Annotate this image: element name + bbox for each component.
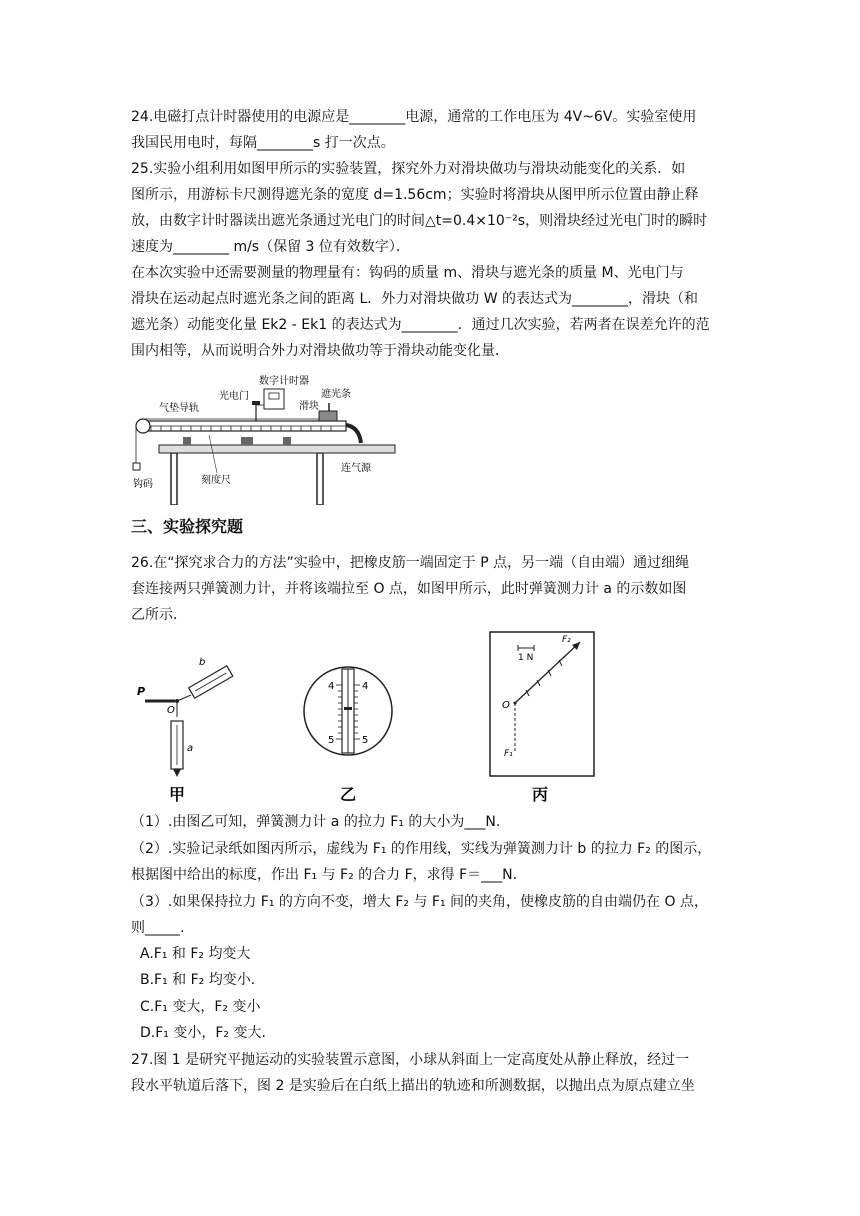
label-slider: 滑块 [299, 401, 319, 412]
q25-line-4: 速度为________ m/s（保留 3 位有效数字）． [131, 239, 410, 255]
q26-part-3-line-1: （3）.如果保持拉力 F₁ 的方向不变，增大 F₂ 与 F₁ 间的夹角，使橡皮筋的自由端仍在 O 点， [131, 894, 708, 910]
scale-unit-label: 1 N [518, 653, 534, 663]
section-heading: 三、实验探究题 [131, 517, 244, 536]
tick-label-5-left: 5 [328, 735, 335, 746]
hanging-weight [133, 463, 140, 470]
q24-line-2: 我国民用电时，每隔________s 打一次点。 [131, 135, 395, 151]
label-F1: F₁ [504, 749, 513, 759]
q26-part-2-line-1: （2）.实验记录纸如图丙所示，虚线为 F₁ 的作用线，实线为弹簧测力计 b 的拉力 F₂ 的图示， [131, 841, 712, 857]
q26-line-3: 乙所示． [131, 607, 187, 623]
q27-line-2: 段水平轨道后落下，图 2 是实验后在白纸上描出的轨迹和所测数据，以抛出点为原点建立坐 [131, 1078, 695, 1094]
table-top [159, 445, 395, 453]
option-a: A.F₁ 和 F₂ 均变大 [140, 946, 251, 962]
label-strip: 遮光条 [321, 389, 351, 400]
caption-jia: 甲 [169, 785, 186, 804]
q26-line-2: 套连接两只弹簧测力计，并将该端拉至 O 点，如图甲所示，此时弹簧测力计 a 的示数如图 [131, 581, 687, 597]
rail-support [241, 437, 253, 445]
q26-line-1: 26.在“探究求合力的方法”实验中，把橡皮筋一端固定于 P 点，另一端（自由端）通过细绳 [131, 555, 690, 571]
label-rail: 气垫导轨 [159, 403, 199, 414]
tick-label-4-right: 4 [362, 681, 369, 692]
slider-block [319, 411, 337, 421]
label-a: a [187, 743, 194, 754]
label-timer: 数字计时器 [259, 376, 309, 387]
tick-label-4-left: 4 [328, 681, 335, 692]
label-P: P [137, 685, 146, 698]
q25-line-6: 滑块在运动起点时遮光条之间的距离 L．外力对滑块做功 W 的表达式为________，滑块（和 [131, 291, 698, 307]
figure-jia-spring-scales [131, 655, 241, 805]
option-d: D.F₁ 变小，F₂ 变大. [140, 1025, 266, 1041]
table-leg [317, 453, 323, 505]
q25-line-1: 25.实验小组利用如图甲所示的实验装置，探究外力对滑块做功与滑块动能变化的关系．如 [131, 161, 686, 177]
q25-line-7: 遮光条）动能变化量 Ek2 - Ek1 的表达式为________．通过几次实验，若两者在误差允许的范 [131, 317, 710, 333]
option-c: C.F₁ 变大，F₂ 变小 [140, 999, 261, 1015]
q26-part-1: （1）.由图乙可知，弹簧测力计 a 的拉力 F₁ 的大小为___N. [131, 814, 501, 830]
q24-line-1: 24.电磁打点计时器使用的电源应是________电源，通常的工作电压为 4V~6V。实验室使用 [131, 109, 697, 125]
label-b: b [199, 657, 206, 668]
air-track-apparatus-figure [131, 375, 411, 505]
table-leg [171, 453, 177, 505]
caption-bing: 丙 [532, 785, 549, 804]
label-O: O [167, 705, 175, 716]
q26-part-2-line-2: 根据图中给出的标度，作出 F₁ 与 F₂ 的合力 F，求得 F＝___N. [131, 867, 518, 883]
label-F2: F₂ [562, 635, 571, 645]
pointer [344, 707, 352, 710]
q27-line-1: 27.图 1 是研究平抛运动的实验装置示意图，小球从斜面上一定高度处从静止释放，经过一 [131, 1052, 690, 1068]
figure-yi-scale-reading [300, 655, 400, 805]
air-hose [346, 425, 361, 443]
pulley [136, 419, 150, 433]
q25-line-8: 围内相等，从而说明合外力对滑块做功等于滑块动能变化量． [131, 343, 509, 359]
q25-line-3: 放，由数字计时器读出遮光条通过光电门的时间△t=0.4×10⁻²s，则滑块经过光电门时的瞬时 [131, 213, 708, 229]
q26-part-3-line-2: 则_____. [131, 920, 185, 936]
caption-yi: 乙 [340, 785, 357, 804]
figure-bing-force-diagram [488, 628, 598, 808]
q25-line-2: 图所示，用游标卡尺测得遮光条的宽度 d=1.56cm；实验时将滑块从图甲所示位置由静止释 [131, 187, 699, 203]
label-weight: 钩码 [133, 479, 153, 490]
tick-label-5-right: 5 [362, 735, 369, 746]
label-gate: 光电门 [219, 391, 249, 402]
rail-support [283, 437, 291, 445]
q25-line-5: 在本次实验中还需要测量的物理量有：钩码的质量 m、滑块与遮光条的质量 M、光电门与 [131, 265, 684, 281]
option-b: B.F₁ 和 F₂ 均变小. [140, 972, 256, 988]
rail-support [183, 437, 191, 445]
label-air: 连气源 [341, 463, 371, 474]
label-O-point: O [502, 700, 510, 711]
label-scale: 刻度尺 [201, 475, 231, 486]
